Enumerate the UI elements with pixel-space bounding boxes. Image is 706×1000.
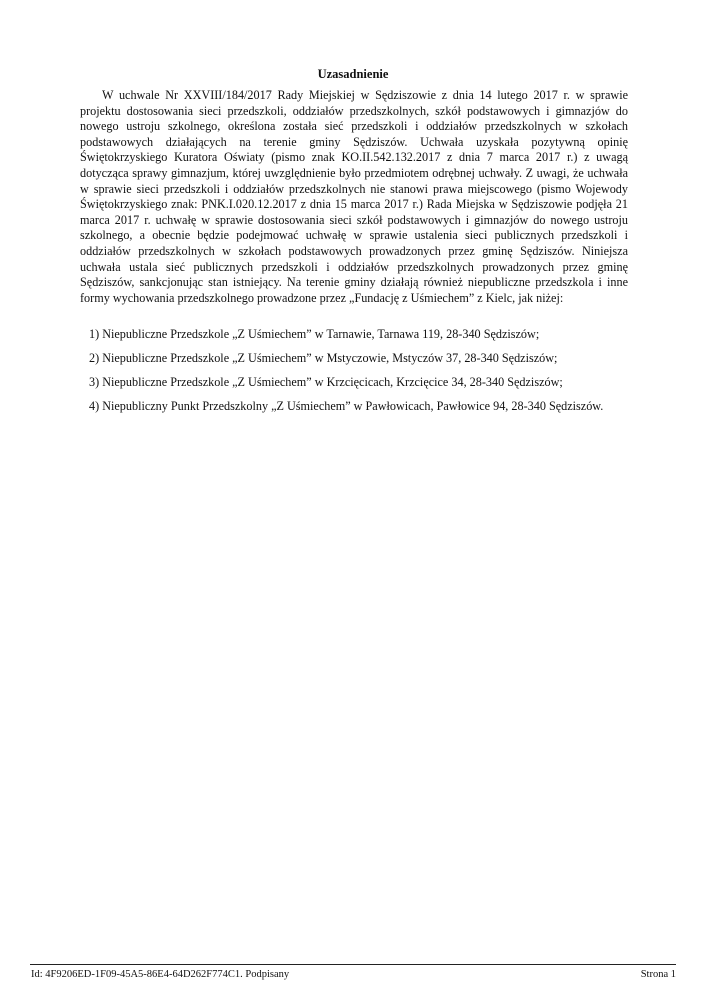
list-item: 1) Niepubliczne Przedszkole „Z Uśmiechem” w Tarnawie, Tarnawa 119, 28-340 Sędziszów; bbox=[89, 327, 540, 341]
list-item: 2) Niepubliczne Przedszkole „Z Uśmiechem” w Mstyczowie, Mstyczów 37, 28-340 Sędziszów; bbox=[89, 351, 558, 365]
list-item: 3) Niepubliczne Przedszkole „Z Uśmiechem” w Krzcięcicach, Krzcięcice 34, 28-340 Sędziszów; bbox=[89, 375, 563, 389]
document-id: Id: 4F9206ED-1F09-45A5-86E4-64D262F774C1. Podpisany bbox=[31, 969, 290, 980]
preschool-list bbox=[89, 326, 649, 422]
document-title: Uzasadnienie bbox=[317, 67, 389, 81]
list-item: 4) Niepubliczny Punkt Przedszkolny „Z Uśmiechem” w Pawłowicach, Pawłowice 94, 28-340 Sędziszów. bbox=[89, 399, 604, 413]
footer-divider bbox=[30, 964, 676, 965]
page-number: Strona 1 bbox=[640, 969, 676, 980]
justification-paragraph: W uchwale Nr XXVIII/184/2017 Rady Miejskiej w Sędziszowie z dnia 14 lutego 2017 r. w sprawie projektu dostosowania sieci przedszkoli, oddziałów przedszkolnych, szkół podstawowych i gimnazjów do nowego ustroju szkolnego, określona została sieć przedszkoli i oddziałów przedszkolnych w szkołach podstawowych działających na terenie gminy Sędziszów. Uchwała uzyskała pozytywną opinię Świętokrzyskiego Kuratora Oświaty (pismo znak KO.II.542.132.2017 z dnia 7 marca 2017 r.) z uwagą dotycząca sprawy gimnazjum, której uwzględnienie było przedmiotem odrębnej uchwały. Z uwagi, że uchwała w sprawie sieci przedszkoli i oddziałów przedszkolnych nie stanowi prawa miejscowego (pismo Wojewody Świętokrzyskiego znak: PNK.I.020.12.2017 z dnia 15 marca 2017 r.) Rada Miejska w Sędziszowie podjęła 21 marca 2017 r. uchwałę w sprawie dostosowania sieci szkół podstawowych i gimnazjów do nowego ustroju szkolnego, a obecnie będzie podejmować uchwałę w sprawie ustalenia sieci publicznych przedszkoli i oddziałów przedszkolnych w szkołach podstawowych prowadzonych przez gminę Sędziszów. Niniejsza uchwała ustala sieć publicznych przedszkoli i oddziałów przedszkolnych prowadzonych przez gminę Sędziszów, sankcjonując stan istniejący. Na terenie gminy działają również niepubliczne przedszkola i inne formy wychowania przedszkolnego prowadzone przez „Fundację z Uśmiechem” z Kielc, jak niżej: bbox=[80, 88, 628, 305]
